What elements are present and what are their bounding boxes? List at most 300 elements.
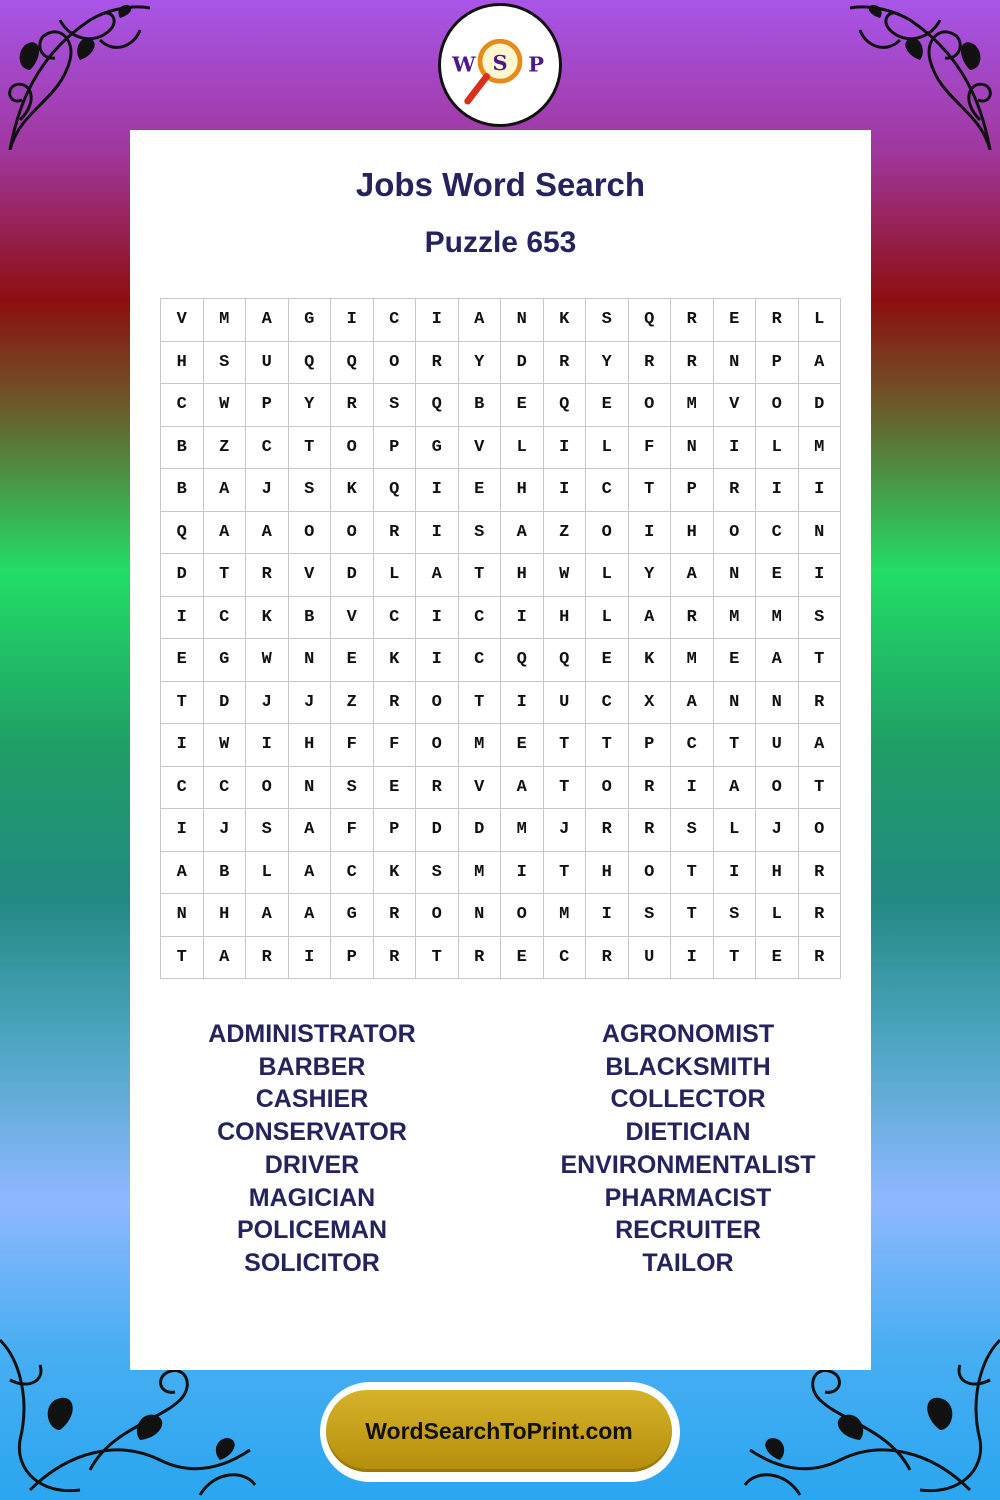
grid-cell[interactable]: A	[501, 766, 544, 809]
grid-cell[interactable]: I	[161, 809, 204, 852]
grid-cell[interactable]: R	[373, 681, 416, 724]
grid-cell[interactable]: S	[416, 851, 459, 894]
grid-cell[interactable]: J	[246, 681, 289, 724]
puzzle-number: Puzzle 653	[424, 226, 577, 259]
grid-cell[interactable]: I	[628, 511, 671, 554]
grid-cell[interactable]: W	[543, 554, 586, 597]
grid-cell[interactable]: Q	[501, 639, 544, 682]
grid-cell[interactable]: I	[161, 596, 204, 639]
grid-cell[interactable]: L	[586, 554, 629, 597]
grid-cell[interactable]: O	[416, 724, 459, 767]
grid-cell[interactable]: I	[713, 426, 756, 469]
grid-cell[interactable]: C	[543, 936, 586, 979]
grid-cell[interactable]: N	[161, 894, 204, 937]
grid-row	[161, 384, 841, 427]
grid-cell[interactable]: Z	[543, 511, 586, 554]
grid-cell[interactable]: I	[416, 299, 459, 342]
grid-cell[interactable]: T	[203, 554, 246, 597]
grid-cell[interactable]: L	[586, 596, 629, 639]
grid-cell[interactable]: O	[246, 766, 289, 809]
grid-cell[interactable]: K	[331, 469, 374, 512]
grid-cell[interactable]: F	[331, 724, 374, 767]
grid-cell[interactable]: L	[246, 851, 289, 894]
grid-cell[interactable]: D	[203, 681, 246, 724]
grid-cell[interactable]: C	[161, 384, 204, 427]
word-list-item: AGRONOMIST	[601, 1020, 775, 1048]
grid-cell[interactable]: R	[798, 894, 841, 937]
grid-cell[interactable]: T	[161, 681, 204, 724]
grid-cell[interactable]: A	[246, 894, 289, 937]
word-list-item: CASHIER	[255, 1085, 369, 1114]
grid-cell[interactable]: J	[203, 809, 246, 852]
grid-cell[interactable]: E	[756, 554, 799, 597]
grid-cell[interactable]: H	[203, 894, 246, 937]
logo-letter-w: W	[452, 51, 476, 77]
grid-cell[interactable]: C	[373, 299, 416, 342]
grid-cell[interactable]: H	[671, 511, 714, 554]
magnifier-icon	[441, 6, 559, 124]
grid-cell[interactable]: Y	[586, 341, 629, 384]
grid-cell[interactable]: E	[501, 384, 544, 427]
word-list-item: MAGICIAN	[248, 1183, 376, 1212]
corner-ornament-icon	[850, 0, 1000, 150]
grid-cell[interactable]: B	[161, 426, 204, 469]
grid-cell[interactable]: N	[288, 766, 331, 809]
grid-cell[interactable]: U	[628, 936, 671, 979]
grid-cell[interactable]: I	[798, 554, 841, 597]
grid-cell[interactable]: D	[501, 341, 544, 384]
grid-cell[interactable]: U	[543, 681, 586, 724]
grid-cell[interactable]: M	[501, 809, 544, 852]
grid-cell[interactable]: B	[161, 469, 204, 512]
grid-cell[interactable]: S	[373, 384, 416, 427]
letter-grid	[160, 298, 841, 979]
grid-cell[interactable]: P	[671, 469, 714, 512]
grid-cell[interactable]: O	[331, 426, 374, 469]
grid-cell[interactable]: K	[246, 596, 289, 639]
grid-row	[161, 554, 841, 597]
grid-cell[interactable]: K	[373, 851, 416, 894]
grid-row	[161, 511, 841, 554]
grid-cell[interactable]: B	[288, 596, 331, 639]
grid-cell[interactable]: A	[203, 511, 246, 554]
grid-cell[interactable]: H	[288, 724, 331, 767]
grid-cell[interactable]: N	[713, 554, 756, 597]
grid-cell[interactable]: R	[671, 341, 714, 384]
grid-cell[interactable]: O	[586, 766, 629, 809]
grid-cell[interactable]: D	[458, 809, 501, 852]
grid-cell[interactable]: Q	[373, 469, 416, 512]
grid-cell[interactable]: L	[586, 426, 629, 469]
grid-row	[161, 894, 841, 937]
grid-cell[interactable]: G	[288, 299, 331, 342]
grid-row	[161, 639, 841, 682]
grid-cell[interactable]: O	[628, 384, 671, 427]
grid-cell[interactable]: A	[798, 341, 841, 384]
grid-cell[interactable]: I	[161, 724, 204, 767]
grid-cell[interactable]: M	[756, 596, 799, 639]
grid-cell[interactable]: X	[628, 681, 671, 724]
grid-cell[interactable]: N	[671, 426, 714, 469]
grid-cell[interactable]: S	[713, 894, 756, 937]
grid-cell[interactable]: T	[458, 554, 501, 597]
grid-cell[interactable]: N	[458, 894, 501, 937]
grid-cell[interactable]: F	[628, 426, 671, 469]
grid-cell[interactable]: H	[161, 341, 204, 384]
grid-cell[interactable]: Z	[203, 426, 246, 469]
grid-cell[interactable]: E	[713, 639, 756, 682]
grid-cell[interactable]: Y	[288, 384, 331, 427]
grid-cell[interactable]: L	[756, 894, 799, 937]
grid-cell[interactable]: I	[416, 639, 459, 682]
grid-cell[interactable]: I	[543, 426, 586, 469]
grid-cell[interactable]: E	[331, 639, 374, 682]
grid-cell[interactable]: O	[756, 766, 799, 809]
grid-cell[interactable]: Q	[543, 639, 586, 682]
grid-cell[interactable]: P	[756, 341, 799, 384]
grid-cell[interactable]: K	[373, 639, 416, 682]
grid-cell[interactable]: O	[713, 511, 756, 554]
grid-cell[interactable]: C	[161, 766, 204, 809]
grid-cell[interactable]: J	[543, 809, 586, 852]
banner-link-text[interactable]: WordSearchToPrint.com	[365, 1417, 633, 1444]
grid-cell[interactable]: T	[458, 681, 501, 724]
grid-cell[interactable]: E	[501, 724, 544, 767]
grid-cell[interactable]: I	[671, 936, 714, 979]
grid-cell[interactable]: A	[671, 554, 714, 597]
grid-cell[interactable]: A	[416, 554, 459, 597]
grid-cell[interactable]: A	[203, 936, 246, 979]
grid-cell[interactable]: C	[586, 469, 629, 512]
grid-cell[interactable]: A	[161, 851, 204, 894]
grid-cell[interactable]: T	[671, 894, 714, 937]
grid-cell[interactable]: T	[798, 639, 841, 682]
grid-cell[interactable]: Q	[543, 384, 586, 427]
grid-cell[interactable]: I	[756, 469, 799, 512]
grid-cell[interactable]: O	[373, 341, 416, 384]
grid-cell[interactable]: V	[288, 554, 331, 597]
grid-cell[interactable]: T	[798, 766, 841, 809]
grid-cell[interactable]: Q	[331, 341, 374, 384]
grid-cell[interactable]: V	[458, 426, 501, 469]
grid-cell[interactable]: Y	[628, 554, 671, 597]
grid-cell[interactable]: D	[416, 809, 459, 852]
grid-cell[interactable]: Z	[331, 681, 374, 724]
grid-cell[interactable]: Q	[628, 299, 671, 342]
grid-cell[interactable]: J	[288, 681, 331, 724]
grid-cell[interactable]: V	[161, 299, 204, 342]
grid-cell[interactable]: P	[331, 936, 374, 979]
grid-cell[interactable]: M	[671, 639, 714, 682]
grid-cell[interactable]: R	[458, 936, 501, 979]
grid-cell[interactable]: C	[756, 511, 799, 554]
grid-cell[interactable]: M	[458, 724, 501, 767]
grid-cell[interactable]: M	[203, 299, 246, 342]
grid-row	[161, 851, 841, 894]
grid-cell[interactable]: M	[543, 894, 586, 937]
grid-row	[161, 426, 841, 469]
grid-cell[interactable]: P	[373, 809, 416, 852]
grid-cell[interactable]: R	[543, 341, 586, 384]
grid-row	[161, 469, 841, 512]
grid-row	[161, 681, 841, 724]
grid-cell[interactable]: R	[628, 341, 671, 384]
grid-cell[interactable]: K	[628, 639, 671, 682]
grid-cell[interactable]: M	[798, 426, 841, 469]
word-list-left	[147, 1018, 477, 1280]
grid-row	[161, 724, 841, 767]
grid-cell[interactable]: A	[798, 724, 841, 767]
site-banner[interactable]	[320, 1382, 680, 1482]
grid-cell[interactable]: R	[246, 554, 289, 597]
grid-cell[interactable]: P	[373, 426, 416, 469]
grid-cell[interactable]: A	[246, 511, 289, 554]
grid-cell[interactable]: T	[543, 766, 586, 809]
grid-cell[interactable]: A	[246, 299, 289, 342]
grid-cell[interactable]: H	[756, 851, 799, 894]
grid-cell[interactable]: A	[713, 766, 756, 809]
grid-cell[interactable]: T	[161, 936, 204, 979]
grid-cell[interactable]: A	[671, 681, 714, 724]
grid-cell[interactable]: M	[671, 384, 714, 427]
grid-cell[interactable]: I	[416, 596, 459, 639]
word-list-item: CONSERVATOR	[217, 1118, 407, 1147]
grid-cell[interactable]: G	[331, 894, 374, 937]
grid-cell[interactable]: S	[458, 511, 501, 554]
grid-cell[interactable]: S	[203, 341, 246, 384]
grid-cell[interactable]: S	[628, 894, 671, 937]
grid-cell[interactable]: R	[671, 299, 714, 342]
grid-cell[interactable]: R	[628, 809, 671, 852]
grid-cell[interactable]: I	[671, 766, 714, 809]
grid-cell[interactable]: V	[713, 384, 756, 427]
grid-cell[interactable]: L	[798, 299, 841, 342]
grid-cell[interactable]: W	[203, 384, 246, 427]
grid-cell[interactable]: E	[161, 639, 204, 682]
grid-cell[interactable]: S	[246, 809, 289, 852]
grid-cell[interactable]: D	[161, 554, 204, 597]
grid-cell[interactable]: R	[373, 936, 416, 979]
banner-button[interactable]	[326, 1390, 672, 1472]
grid-cell[interactable]: S	[671, 809, 714, 852]
grid-cell[interactable]: R	[798, 851, 841, 894]
grid-cell[interactable]: W	[246, 639, 289, 682]
word-list-right	[523, 1018, 853, 1280]
grid-row	[161, 596, 841, 639]
grid-cell[interactable]: C	[331, 851, 374, 894]
word-list-item: BARBER	[258, 1052, 366, 1081]
word-list-item: TAILOR	[642, 1248, 734, 1277]
grid-cell[interactable]: C	[458, 596, 501, 639]
grid-cell[interactable]: V	[331, 596, 374, 639]
grid-cell[interactable]: R	[628, 766, 671, 809]
grid-cell[interactable]: F	[331, 809, 374, 852]
grid-cell[interactable]: P	[628, 724, 671, 767]
site-logo[interactable]	[438, 3, 562, 127]
puzzle-sheet	[130, 130, 871, 1370]
grid-cell[interactable]: N	[798, 511, 841, 554]
grid-cell[interactable]: C	[246, 426, 289, 469]
grid-cell[interactable]: T	[713, 936, 756, 979]
grid-row	[161, 809, 841, 852]
grid-cell[interactable]: E	[458, 469, 501, 512]
word-list-item: ADMINISTRATOR	[208, 1020, 416, 1048]
grid-cell[interactable]: N	[713, 681, 756, 724]
grid-cell[interactable]: V	[458, 766, 501, 809]
grid-cell[interactable]: S	[798, 596, 841, 639]
grid-cell[interactable]: R	[586, 809, 629, 852]
grid-cell[interactable]: Y	[458, 341, 501, 384]
grid-cell[interactable]: R	[416, 341, 459, 384]
grid-cell[interactable]: R	[416, 766, 459, 809]
grid-cell[interactable]: E	[373, 766, 416, 809]
grid-cell[interactable]: T	[713, 724, 756, 767]
word-list-item: DIETICIAN	[625, 1118, 751, 1147]
grid-cell[interactable]: T	[586, 724, 629, 767]
grid-cell[interactable]: R	[798, 936, 841, 979]
grid-cell[interactable]: S	[586, 299, 629, 342]
grid-cell[interactable]: I	[798, 469, 841, 512]
grid-cell[interactable]: O	[586, 511, 629, 554]
grid-cell[interactable]: C	[203, 766, 246, 809]
grid-cell[interactable]: Q	[161, 511, 204, 554]
grid-cell[interactable]: L	[373, 554, 416, 597]
grid-cell[interactable]: O	[288, 511, 331, 554]
grid-cell[interactable]: R	[331, 384, 374, 427]
grid-cell[interactable]: O	[331, 511, 374, 554]
grid-cell[interactable]: Q	[416, 384, 459, 427]
grid-cell[interactable]: R	[373, 511, 416, 554]
grid-cell[interactable]: T	[543, 851, 586, 894]
grid-cell[interactable]: C	[586, 681, 629, 724]
grid-cell[interactable]: M	[713, 596, 756, 639]
grid-cell[interactable]: C	[203, 596, 246, 639]
grid-cell[interactable]: D	[331, 554, 374, 597]
grid-cell[interactable]: L	[713, 809, 756, 852]
grid-cell[interactable]: J	[756, 809, 799, 852]
grid-cell[interactable]: T	[288, 426, 331, 469]
word-list-item: POLICEMAN	[237, 1216, 387, 1245]
grid-cell[interactable]: C	[458, 639, 501, 682]
grid-cell[interactable]: W	[203, 724, 246, 767]
word-list-item: COLLECTOR	[610, 1085, 766, 1114]
grid-cell[interactable]: R	[713, 469, 756, 512]
grid-cell[interactable]: I	[288, 936, 331, 979]
grid-cell[interactable]: R	[246, 936, 289, 979]
grid-cell[interactable]: A	[288, 894, 331, 937]
grid-cell[interactable]: A	[288, 809, 331, 852]
grid-cell[interactable]: R	[586, 936, 629, 979]
grid-cell[interactable]: E	[501, 936, 544, 979]
grid-cell[interactable]: R	[798, 681, 841, 724]
grid-cell[interactable]: I	[501, 851, 544, 894]
grid-cell[interactable]: I	[416, 469, 459, 512]
grid-cell[interactable]: E	[756, 936, 799, 979]
grid-cell[interactable]: A	[458, 299, 501, 342]
grid-cell[interactable]: C	[671, 724, 714, 767]
grid-cell[interactable]: O	[501, 894, 544, 937]
grid-cell[interactable]: H	[543, 596, 586, 639]
grid-cell[interactable]: T	[543, 724, 586, 767]
grid-cell[interactable]: I	[246, 724, 289, 767]
grid-cell[interactable]: R	[373, 894, 416, 937]
grid-cell[interactable]: L	[501, 426, 544, 469]
grid-cell[interactable]: H	[501, 554, 544, 597]
grid-cell[interactable]: C	[373, 596, 416, 639]
grid-cell[interactable]: A	[628, 596, 671, 639]
grid-cell[interactable]: F	[373, 724, 416, 767]
grid-cell[interactable]: H	[501, 469, 544, 512]
grid-cell[interactable]: I	[416, 511, 459, 554]
word-list-item: SOLICITOR	[244, 1248, 380, 1277]
grid-cell[interactable]: B	[203, 851, 246, 894]
grid-cell[interactable]: E	[713, 299, 756, 342]
word-list-item: PHARMACIST	[604, 1183, 772, 1212]
grid-cell[interactable]: N	[713, 341, 756, 384]
grid-cell[interactable]: R	[756, 299, 799, 342]
grid-row	[161, 766, 841, 809]
grid-cell[interactable]: A	[203, 469, 246, 512]
grid-cell[interactable]: E	[586, 639, 629, 682]
grid-cell[interactable]: O	[798, 809, 841, 852]
grid-cell[interactable]: G	[203, 639, 246, 682]
corner-ornament-icon	[0, 0, 150, 150]
word-list-item: ENVIRONMENTALIST	[560, 1150, 816, 1179]
grid-cell[interactable]: L	[756, 426, 799, 469]
grid-cell[interactable]: I	[501, 596, 544, 639]
grid-cell[interactable]: E	[586, 384, 629, 427]
grid-cell[interactable]: K	[543, 299, 586, 342]
grid-cell[interactable]: R	[671, 596, 714, 639]
grid-cell[interactable]: N	[756, 681, 799, 724]
grid-cell[interactable]: A	[501, 511, 544, 554]
grid-cell[interactable]: S	[331, 766, 374, 809]
grid-cell[interactable]: Q	[288, 341, 331, 384]
grid-cell[interactable]: U	[756, 724, 799, 767]
page-title: Jobs Word Search	[355, 166, 646, 203]
word-list-item: RECRUITER	[615, 1216, 761, 1245]
grid-cell[interactable]: T	[671, 851, 714, 894]
word-list-item: BLACKSMITH	[605, 1052, 771, 1081]
grid-cell[interactable]: N	[288, 639, 331, 682]
grid-cell[interactable]: T	[416, 936, 459, 979]
grid-cell[interactable]: B	[458, 384, 501, 427]
grid-cell[interactable]: O	[628, 851, 671, 894]
grid-cell[interactable]: S	[288, 469, 331, 512]
grid-cell[interactable]: H	[586, 851, 629, 894]
grid-cell[interactable]: I	[501, 681, 544, 724]
grid-row	[161, 936, 841, 979]
word-list-item: DRIVER	[264, 1150, 360, 1179]
grid-cell[interactable]: A	[756, 639, 799, 682]
grid-cell[interactable]: T	[628, 469, 671, 512]
grid-cell[interactable]: A	[288, 851, 331, 894]
grid-cell[interactable]: O	[416, 894, 459, 937]
grid-cell[interactable]: O	[416, 681, 459, 724]
grid-cell[interactable]: U	[246, 341, 289, 384]
grid-cell[interactable]: N	[501, 299, 544, 342]
grid-cell[interactable]: M	[458, 851, 501, 894]
grid-cell[interactable]: G	[416, 426, 459, 469]
grid-cell[interactable]: I	[331, 299, 374, 342]
grid-cell[interactable]: J	[246, 469, 289, 512]
grid-cell[interactable]: P	[246, 384, 289, 427]
grid-cell[interactable]: D	[798, 384, 841, 427]
grid-cell[interactable]: I	[543, 469, 586, 512]
grid-cell[interactable]: O	[756, 384, 799, 427]
grid-cell[interactable]: I	[586, 894, 629, 937]
grid-cell[interactable]: I	[713, 851, 756, 894]
